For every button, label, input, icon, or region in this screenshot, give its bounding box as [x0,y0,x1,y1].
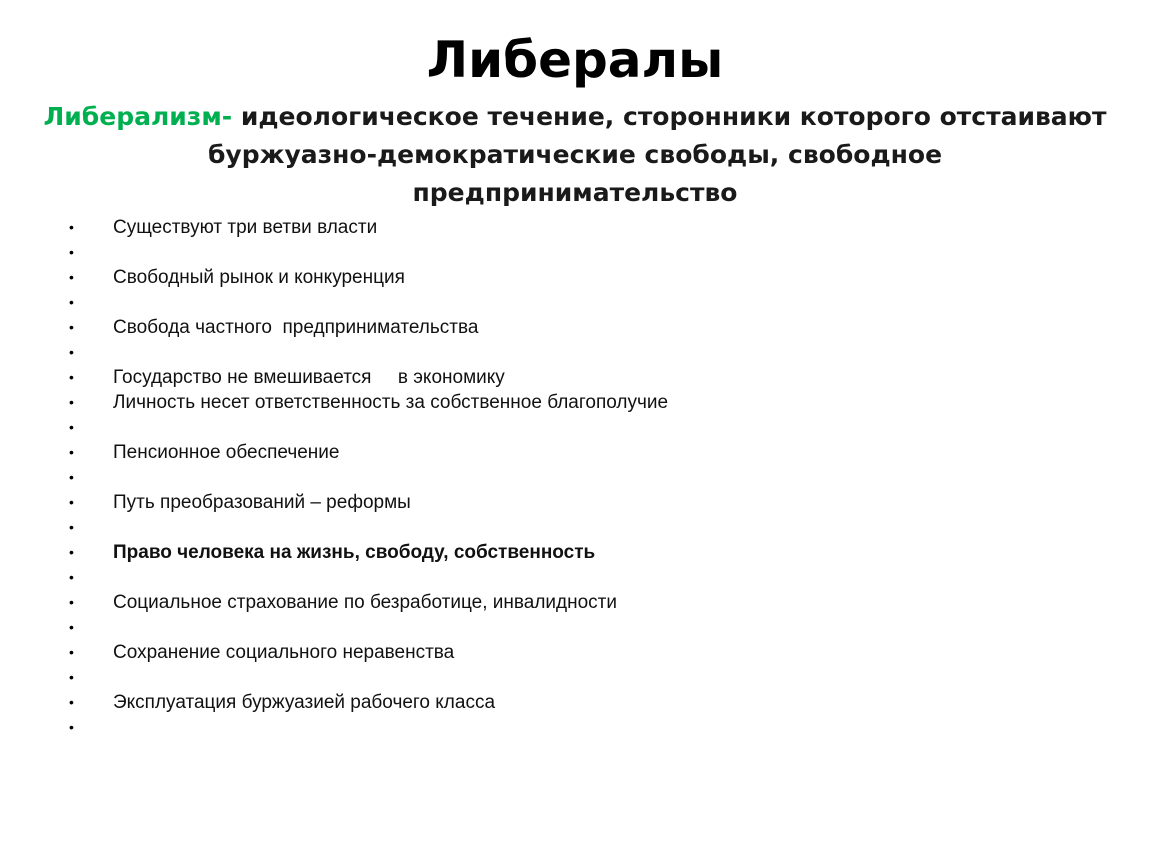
list-item [0,415,1000,440]
bullet-icon: • [69,594,74,610]
list-item [0,315,1000,340]
list-item [0,590,1000,615]
slide-title: Либералы [426,31,724,89]
list-item [0,515,1000,540]
list-item-text: Социальное страхование по безработице, инвалидности [113,592,617,613]
list-item-text: Личность несет ответственность за собственное благополучие [113,392,669,413]
bullet-icon: • [69,269,74,285]
list-item [0,490,1000,515]
list-item [0,365,1000,390]
bullet-icon: • [69,444,74,460]
bullet-icon: • [69,544,74,560]
bullet-icon: • [69,494,74,510]
list-item-text: Государство не вмешивается в экономику [113,367,505,388]
list-item-text: Сохранение социального неравенства [113,642,455,663]
definition-text-line-3: предпринимательство [412,178,738,207]
list-item [0,615,1000,640]
bullet-icon: • [69,569,74,585]
list-item [0,540,1000,565]
bullet-icon: • [69,644,74,660]
list-item [0,640,1000,665]
bullet-icon: • [69,669,74,685]
list-item-text: Пенсионное обеспечение [113,442,340,463]
list-item-text: Путь преобразований – реформы [113,492,411,513]
list-item-text: Право человека на жизнь, свободу, собственность [113,542,596,563]
list-item-text: Существуют три ветви власти [113,217,378,238]
bullet-icon: • [69,419,74,435]
list-item [0,215,1000,240]
definition-paragraph [40,98,1110,212]
list-item [0,440,1000,465]
list-item [0,240,1000,265]
definition-text-line-1: идеологическое течение, сторонники которого отстаивают [232,102,1107,131]
bullet-icon: • [69,519,74,535]
list-item [0,715,1000,740]
list-item [0,265,1000,290]
list-item [0,340,1000,365]
bullet-icon: • [69,469,74,485]
bullet-icon: • [69,394,74,410]
list-item [0,690,1000,715]
list-item [0,390,1000,415]
list-item [0,665,1000,690]
bullet-icon: • [69,294,74,310]
bullet-icon: • [69,319,74,335]
bullet-icon: • [69,719,74,735]
definition-text-line-2: буржуазно-демократические свободы, свободное [207,140,943,169]
bullet-icon: • [69,694,74,710]
bullet-icon: • [69,369,74,385]
definition-term: Либерализм- [43,102,233,131]
bullet-icon: • [69,244,74,260]
list-item-text: Свобода частного предпринимательства [113,317,479,338]
list-item-text: Свободный рынок и конкуренция [113,267,405,288]
bullet-icon: • [69,219,74,235]
list-item [0,565,1000,590]
list-item [0,290,1000,315]
bullet-icon: • [69,619,74,635]
list-item-text: Эксплуатация буржуазией рабочего класса [113,692,496,713]
bullet-icon: • [69,344,74,360]
list-item [0,465,1000,490]
